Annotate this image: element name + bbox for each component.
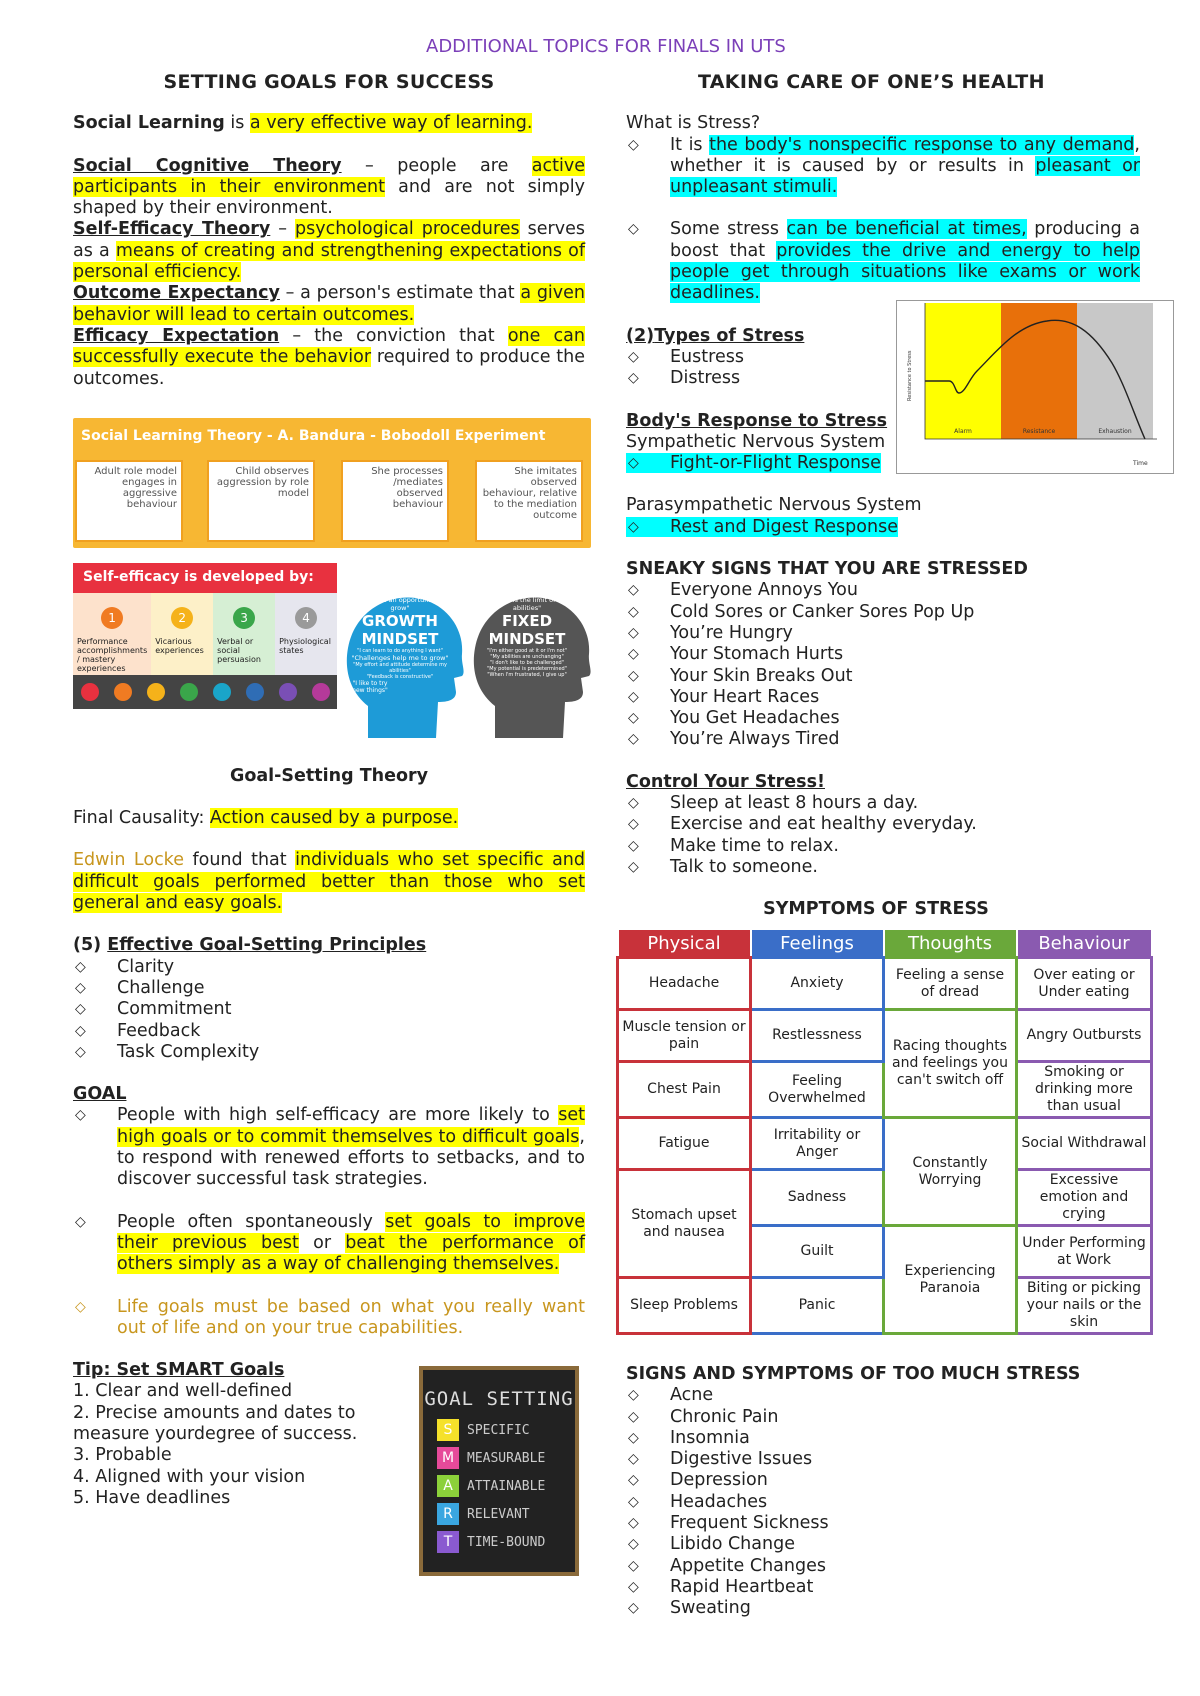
- text-fragment: producing a boost that: [670, 219, 1141, 261]
- step-number: 1: [101, 607, 123, 629]
- circle-icon: [213, 683, 231, 701]
- highlight: pleasant or unpleasant stimuli.: [670, 155, 1140, 198]
- highlight: the body's nonspecific response to any demand: [709, 134, 1135, 155]
- step-number: 2: [171, 607, 193, 629]
- board-word: TIME-BOUND: [467, 1534, 546, 1550]
- highlight: one can successfully execute the behavior: [73, 325, 585, 368]
- stress-definition-list: [626, 135, 1140, 305]
- fixed-title: MINDSET: [488, 630, 566, 648]
- text-fragment: and are not simply shaped by their environment.: [73, 176, 585, 219]
- text-fragment: It is: [670, 134, 710, 155]
- table-header-cell: Feelings: [751, 929, 884, 958]
- bandura-banner-figure: [73, 418, 591, 548]
- text-fragment: (5): [73, 935, 108, 956]
- banner-step: She imitates observed behaviour, relative to the mediation outcome: [475, 460, 583, 542]
- board-letter: R: [437, 1503, 459, 1525]
- list-item: ◇ Eustress: [626, 347, 1140, 368]
- highlight: Action caused by a purpose.: [209, 808, 459, 829]
- table-row: [618, 1010, 1152, 1062]
- table-cell: Headache: [618, 958, 751, 1010]
- text-fragment: People often spontaneously: [117, 1211, 386, 1232]
- term-outcome-expectancy: Outcome Expectancy: [73, 283, 280, 304]
- table-cell: Sadness: [751, 1170, 884, 1226]
- table-cell: Constantly Worrying: [884, 1118, 1017, 1226]
- principles-heading: [73, 935, 585, 956]
- highlight: provides the drive and energy to help people get through situations like exams or work deadlines.: [670, 240, 1140, 304]
- goal-list: [73, 1105, 585, 1339]
- growth-quote: "My effort and attitude determine my abilities": [353, 662, 447, 674]
- board-letter: T: [437, 1531, 459, 1553]
- list-item: ◇ Acne: [626, 1385, 1140, 1406]
- table-header-cell: Physical: [618, 929, 751, 958]
- list-item: ◇ Your Stomach Hurts: [626, 644, 1140, 665]
- goal-heading: GOAL: [73, 1084, 127, 1105]
- table-cell: Panic: [751, 1278, 884, 1334]
- board-row: [437, 1528, 575, 1556]
- text-fragment: , whether it is caused by or results in: [670, 134, 1140, 176]
- growth-quote: "Feedback is constructive": [366, 674, 434, 680]
- circle-icon: [279, 683, 297, 701]
- board-rows: [423, 1416, 575, 1556]
- table-cell: Smoking or drinking more than usual: [1017, 1062, 1152, 1118]
- symptoms-table: [616, 928, 1153, 1335]
- list-item: [73, 1105, 585, 1190]
- board-word: ATTAINABLE: [467, 1478, 546, 1494]
- left-column: [73, 72, 585, 1509]
- name-edwin-locke: Edwin Locke: [73, 850, 184, 871]
- highlight: set high goals or to commit themselves to difficult goals: [117, 1105, 585, 1147]
- banner-title: Social Learning Theory - A. Bandura - Bobodoll Experiment: [81, 428, 546, 444]
- self-efficacy-figure: [73, 563, 337, 715]
- self-efficacy-figure-title: Self-efficacy is developed by:: [73, 563, 337, 593]
- table-cell: Guilt: [751, 1226, 884, 1278]
- right-column-title: TAKING CARE OF ONE’S HEALTH: [698, 71, 1045, 93]
- fixed-quote: "Failure is the limit of my abilities": [486, 596, 568, 612]
- text-fragment: serves as a: [73, 219, 585, 261]
- table-row: [618, 1118, 1152, 1170]
- growth-title: MINDSET: [361, 630, 439, 648]
- table-cell: Over eating or Under eating: [1017, 958, 1152, 1010]
- self-efficacy-step: [151, 593, 213, 675]
- list-item: ◇ Frequent Sickness: [626, 1513, 1140, 1534]
- list-item: 5. Have deadlines: [73, 1487, 231, 1508]
- final-causality-para: [73, 808, 585, 829]
- table-cell: Irritability or Anger: [751, 1118, 884, 1170]
- board-word: MEASURABLE: [467, 1450, 546, 1466]
- circle-icon: [312, 683, 330, 701]
- list-item: ◇ You’re Always Tired: [626, 729, 1140, 750]
- text-fragment: –: [270, 219, 296, 240]
- list-item: ◇ Everyone Annoys You: [626, 580, 1140, 601]
- list-item: ◇ Rapid Heartbeat: [626, 1577, 1140, 1598]
- list-item: 1. Clear and well-defined: [73, 1381, 293, 1402]
- step-number: 3: [233, 607, 255, 629]
- table-cell: Muscle tension or pain: [618, 1010, 751, 1062]
- what-is-stress: What is Stress?: [626, 113, 761, 134]
- step-label: Vicarious experiences: [155, 637, 204, 655]
- step-label: Verbal or social persuasion: [217, 637, 261, 664]
- list-item: ◇ Task Complexity: [73, 1042, 585, 1063]
- list-item: ◇ Distress: [626, 368, 1140, 389]
- list-item: ◇ Headaches: [626, 1492, 1140, 1513]
- phase-label: Exhaustion: [1098, 428, 1132, 435]
- parasympathetic-label: Parasympathetic Nervous System: [626, 495, 922, 516]
- circle-icon: [114, 683, 132, 701]
- list-item: ◇ Libido Change: [626, 1534, 1140, 1555]
- term-social-cognitive-theory: Social Cognitive Theory: [73, 155, 342, 176]
- sneaky-heading: SNEAKY SIGNS THAT YOU ARE STRESSED: [626, 559, 1028, 580]
- phase-label: Resistance: [1022, 428, 1056, 435]
- text-fragment: or: [298, 1232, 346, 1253]
- smart-heading: Tip: Set SMART Goals: [73, 1360, 285, 1381]
- banner-step: Adult role model engages in aggressive behaviour: [75, 460, 183, 542]
- highlight: means of creating and strengthening expectations of personal efficiency.: [73, 240, 585, 283]
- fixed-title: FIXED: [501, 612, 553, 630]
- banner-step: Child observes aggression by role model: [207, 460, 315, 542]
- table-cell: Feeling a sense of dread: [884, 958, 1017, 1010]
- text-fragment: – people are: [341, 155, 532, 176]
- fixed-quote: "When I'm frustrated, I give up": [487, 672, 567, 678]
- list-item: ◇ Insomnia: [626, 1428, 1140, 1449]
- table-cell: Social Withdrawal: [1017, 1118, 1152, 1170]
- step-number: 4: [295, 607, 317, 629]
- table-cell: Restlessness: [751, 1010, 884, 1062]
- phase-label: Alarm: [954, 428, 972, 435]
- chart-y-label: Resistance to Stress: [907, 350, 913, 401]
- social-learning-para: [73, 113, 585, 134]
- list-item: 2. Precise amounts and dates to measure yourdegree of success.: [73, 1402, 358, 1444]
- step-label: Performance accomplishments / mastery experiences: [77, 637, 148, 673]
- board-word: RELEVANT: [467, 1506, 530, 1522]
- smart-goals-board: [419, 1366, 579, 1576]
- highlight: a given behavior will lead to certain outcomes.: [73, 283, 586, 325]
- control-list: [626, 793, 1140, 878]
- list-item: [73, 1212, 585, 1276]
- circle-icon: [180, 683, 198, 701]
- control-heading: Control Your Stress!: [626, 771, 825, 792]
- chart-x-label: Time: [1133, 460, 1148, 467]
- term-efficacy-expectation: Efficacy Expectation: [73, 325, 280, 346]
- board-letter: S: [437, 1419, 459, 1441]
- growth-quote: "Failure is an opportunity to grow": [354, 596, 446, 612]
- left-column-title: SETTING GOALS FOR SUCCESS: [163, 71, 495, 93]
- body-response-heading: Body's Response to Stress: [626, 410, 888, 431]
- parasympathetic-list: [626, 517, 1140, 538]
- table-cell: Feeling Overwhelmed: [751, 1062, 884, 1118]
- table-cell: Fatigue: [618, 1118, 751, 1170]
- self-efficacy-step: [73, 593, 151, 675]
- too-much-heading: SIGNS AND SYMPTOMS OF TOO MUCH STRESS: [626, 1364, 1081, 1384]
- list-item: ◇ Talk to someone.: [626, 857, 1140, 878]
- board-word: SPECIFIC: [467, 1422, 530, 1438]
- text-fragment: – a person's estimate that: [279, 283, 521, 304]
- board-row: [437, 1472, 575, 1500]
- fixed-quote: "My abilities are unchanging": [490, 654, 564, 660]
- list-item: [626, 219, 1140, 304]
- list-item: ◇ Life goals must be based on what you really want out of life and on your true capabilities.: [73, 1297, 585, 1340]
- locke-para: [73, 850, 585, 914]
- social-cognitive-para: [73, 156, 585, 220]
- table-cell: Anxiety: [751, 958, 884, 1010]
- highlight: beat the performance of others simply as a way of challenging themselves.: [117, 1232, 586, 1275]
- self-efficacy-steps: [73, 593, 337, 675]
- highlight: set goals to improve their previous best: [117, 1211, 585, 1253]
- list-item: ◇ Exercise and eat healthy everyday.: [626, 814, 1140, 835]
- list-item: ◇ Cold Sores or Canker Sores Pop Up: [626, 602, 1140, 623]
- highlight: individuals who set specific and difficult goals performed better than those who set general and easy goals.: [73, 850, 586, 914]
- text-fragment: People with high self-efficacy are more likely to: [117, 1105, 559, 1126]
- board-letter: M: [437, 1447, 459, 1469]
- text-fragment: Some stress: [670, 219, 787, 240]
- table-cell: Experiencing Paranoia: [884, 1226, 1017, 1334]
- self-efficacy-step: [213, 593, 275, 675]
- right-column: [626, 72, 1140, 921]
- text-fragment: required to produce the outcomes.: [73, 347, 585, 389]
- list-item: ◇ Appetite Changes: [626, 1556, 1140, 1577]
- list-item: ◇ Feedback: [73, 1021, 585, 1042]
- fixed-quote: "I'm either good at it or I'm not": [486, 648, 568, 654]
- self-efficacy-para: [73, 219, 585, 283]
- text-fragment: , to respond with renewed efforts to setbacks, and to discover successful task strategies.: [117, 1126, 585, 1190]
- list-item: ◇ Depression: [626, 1470, 1140, 1491]
- table-header-cell: Thoughts: [884, 929, 1017, 958]
- list-item: ◇ Sleep at least 8 hours a day.: [626, 793, 1140, 814]
- too-much-list: [626, 1385, 1140, 1619]
- circle-icon: [147, 683, 165, 701]
- term-self-efficacy-theory: Self-Efficacy Theory: [73, 219, 271, 240]
- highlight: Rest and Digest Response: [626, 517, 898, 537]
- term-social-learning: Social Learning: [73, 113, 225, 134]
- table-row: [618, 958, 1152, 1010]
- table-cell: Stomach upset and nausea: [618, 1170, 751, 1278]
- list-item: 4. Aligned with your vision: [73, 1466, 306, 1487]
- list-item: [626, 135, 1140, 199]
- fixed-quote: "My potential is predetermined": [486, 666, 567, 672]
- sneaky-list: [626, 580, 1140, 750]
- phase-band: [925, 303, 1001, 439]
- stress-chart-svg: [897, 301, 1173, 473]
- smart-list: [73, 1381, 418, 1509]
- board-title: GOAL SETTING: [424, 1388, 574, 1410]
- board-row: [437, 1416, 575, 1444]
- table-cell: Excessive emotion and crying: [1017, 1170, 1152, 1226]
- table-cell: Chest Pain: [618, 1062, 751, 1118]
- document-title: ADDITIONAL TOPICS FOR FINALS IN UTS: [426, 36, 786, 57]
- text-fragment: – the conviction that: [279, 325, 508, 346]
- highlight: psychological procedures: [295, 219, 520, 240]
- banner-step: She processes /mediates observed behaviour: [341, 460, 449, 542]
- efficacy-expectation-para: [73, 326, 585, 390]
- fixed-quote: "I don't like to be challenged": [489, 660, 565, 666]
- phase-band: [1077, 303, 1153, 439]
- principles-list: [73, 957, 585, 1063]
- list-item: [626, 517, 1140, 538]
- sympathetic-label: Sympathetic Nervous System: [626, 431, 886, 452]
- growth-quote: "Challenges help me to grow": [351, 654, 449, 662]
- list-item: ◇ Your Skin Breaks Out: [626, 666, 1140, 687]
- growth-quote: "I like to try new things": [352, 680, 388, 694]
- fixed-mindset-figure: [467, 588, 595, 740]
- table-cell: Under Performing at Work: [1017, 1226, 1152, 1278]
- list-item: ◇ Digestive Issues: [626, 1449, 1140, 1470]
- table-header-cell: Behaviour: [1017, 929, 1152, 958]
- highlight: can be beneficial at times,: [786, 219, 1027, 240]
- list-item: ◇ You’re Hungry: [626, 623, 1140, 644]
- stress-response-chart: [896, 300, 1174, 474]
- phase-band: [1001, 303, 1077, 439]
- table-cell: Angry Outbursts: [1017, 1010, 1152, 1062]
- growth-mindset-figure: [340, 588, 468, 740]
- list-item: ◇ Challenge: [73, 978, 585, 999]
- table-header-row: [618, 929, 1152, 958]
- text-fragment: Final Causality:: [73, 808, 210, 829]
- circle-icon: [81, 683, 99, 701]
- list-item: ◇ Commitment: [73, 999, 585, 1020]
- table-cell: Sleep Problems: [618, 1278, 751, 1334]
- board-row: [437, 1444, 575, 1472]
- text-fragment: is: [224, 113, 250, 134]
- goal-setting-theory-title: Goal-Setting Theory: [229, 765, 429, 786]
- growth-quote: "I can learn to do anything I want": [357, 648, 443, 654]
- list-item: ◇ Sweating: [626, 1598, 1140, 1619]
- list-item: ◇ You Get Headaches: [626, 708, 1140, 729]
- symptoms-heading: SYMPTOMS OF STRESS: [763, 899, 989, 920]
- list-item: 3. Probable: [73, 1445, 172, 1466]
- text-fragment: (2): [626, 325, 655, 346]
- table-cell: Racing thoughts and feelings you can't switch off: [884, 1010, 1017, 1118]
- circle-icon: [246, 683, 264, 701]
- board-row: [437, 1500, 575, 1528]
- list-item: ◇ Your Heart Races: [626, 687, 1140, 708]
- highlight: active participants in their environment: [73, 155, 585, 197]
- list-item: ◇ Clarity: [73, 957, 585, 978]
- text-fragment: Effective Goal-Setting Principles: [107, 935, 427, 956]
- self-efficacy-icons: [73, 675, 337, 709]
- list-item: ◇ Chronic Pain: [626, 1407, 1140, 1428]
- self-efficacy-step: [275, 593, 337, 675]
- highlight: Fight-or-Flight Response: [626, 453, 881, 473]
- text-fragment: Types of Stress: [654, 325, 805, 346]
- highlight: a very effective way of learning.: [249, 113, 533, 134]
- table-cell: Biting or picking your nails or the skin: [1017, 1278, 1152, 1334]
- list-item: ◇ Make time to relax.: [626, 836, 1140, 857]
- board-letter: A: [437, 1475, 459, 1497]
- growth-title: GROWTH: [362, 612, 438, 630]
- text-fragment: found that: [183, 850, 296, 871]
- outcome-expectancy-para: [73, 283, 585, 326]
- too-much-stress-section: [626, 1364, 1140, 1620]
- step-label: Physiological states: [279, 637, 331, 655]
